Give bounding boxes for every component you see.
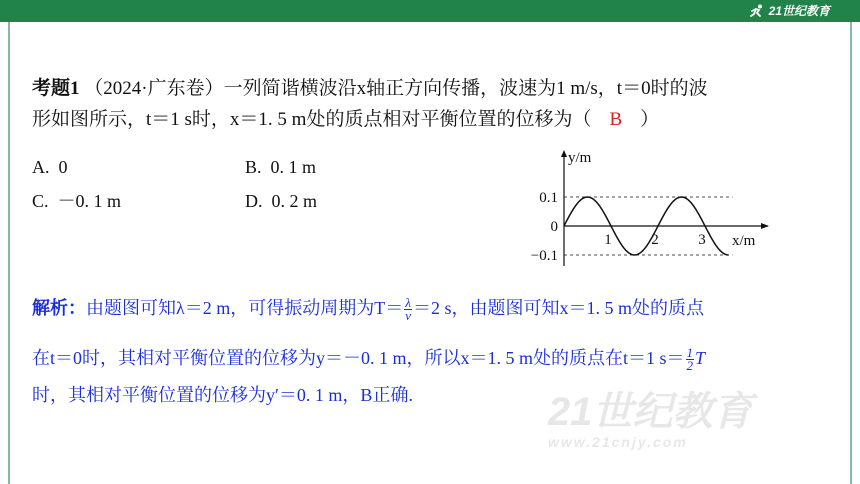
option-value: 0. 1 m: [270, 157, 317, 177]
fraction-one-half: [686, 347, 695, 372]
solution-label: 解析：: [32, 298, 86, 318]
x-tick-label: 3: [698, 232, 706, 248]
x-tick-label: 1: [604, 232, 612, 248]
fraction-denominator: 2: [686, 358, 694, 374]
y-tick-label: 0: [550, 219, 558, 235]
option-letter: B.: [245, 157, 262, 177]
watermark: [548, 390, 828, 460]
x-axis-label: x/m: [732, 233, 756, 249]
x-tick-label: 2: [651, 232, 659, 248]
question-line-1: [32, 76, 708, 102]
fraction-numerator: 1: [686, 345, 694, 361]
option-value: 0: [58, 157, 68, 177]
option-value: 0. 2 m: [271, 191, 318, 211]
logo-text: 21世纪教育: [768, 4, 830, 18]
x-axis-arrow: [761, 223, 769, 229]
option-d: [245, 189, 317, 213]
option-letter: C.: [32, 191, 49, 211]
solution-text-2b: T: [695, 348, 706, 368]
left-border: [8, 22, 10, 484]
watermark-main: 21世纪教育: [548, 390, 753, 434]
solution-text-2a: 在t＝0时，其相对平衡位置的位移为y＝－0. 1 m，所以x＝1. 5 m处的质点在t＝1 s＝: [32, 348, 685, 368]
solution-text-1a: 由题图可知λ＝2 m，可得振动周期为T＝: [86, 298, 404, 318]
question-text-1: （2024·广东卷）一列简谐横波沿x轴正方向传播，波速为1 m/s，t＝0时的波: [84, 78, 708, 99]
y-tick-label: −0.1: [530, 248, 558, 264]
runner-icon: [749, 4, 765, 18]
option-value: －0. 1 m: [57, 191, 122, 211]
brand-logo: [749, 3, 830, 19]
y-tick-label: 0.1: [539, 190, 558, 206]
fraction-denominator: v: [405, 308, 412, 324]
option-letter: A.: [32, 157, 50, 177]
option-c: [32, 189, 121, 213]
question-text-2-end: ）: [640, 109, 660, 130]
solution-text-3: 时，其相对平衡位置的位移为y′＝0. 1 m，B正确.: [32, 385, 413, 405]
solution-line-3: [32, 382, 413, 408]
question-label: 考题1: [32, 78, 80, 99]
question-line-2: [32, 107, 659, 133]
wave-graph: [520, 142, 780, 272]
fraction-lambda-over-v: [404, 297, 412, 322]
y-axis-arrow: [561, 150, 567, 157]
right-border: [850, 22, 852, 484]
header-bar: [0, 0, 860, 22]
watermark-url: www.21cnjy.com: [548, 434, 688, 450]
option-letter: D.: [245, 191, 263, 211]
solution-line-1: [32, 295, 704, 322]
fraction-numerator: λ: [405, 295, 411, 311]
question-text-2: 形如图所示，t＝1 s时，x＝1. 5 m处的质点相对平衡位置的位移为（: [32, 109, 592, 130]
solution-line-2: [32, 345, 705, 372]
solution-text-1b: ＝2 s，由题图可知x＝1. 5 m处的质点: [413, 298, 705, 318]
option-b: [245, 155, 316, 179]
y-axis-label: y/m: [568, 150, 592, 166]
answer-letter: B: [609, 109, 623, 130]
option-a: [32, 155, 68, 179]
